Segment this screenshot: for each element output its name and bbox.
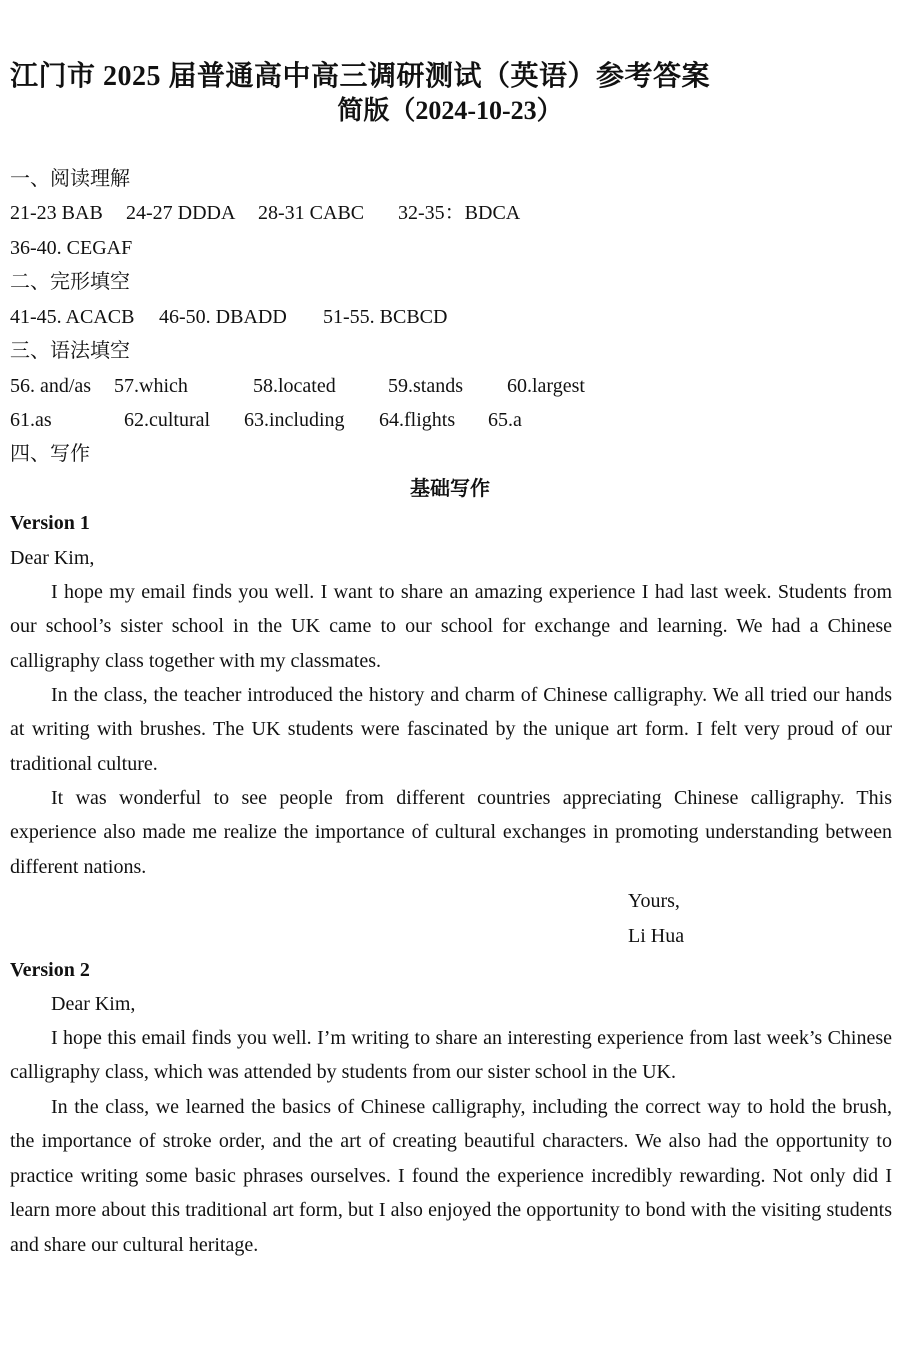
answer-group: 28-31 CABC [258, 202, 365, 224]
answer-group: 51-55. BCBCD [323, 306, 448, 328]
answer-item: 65.a [488, 409, 522, 431]
answer-item: 60.largest [507, 375, 585, 397]
version-1-label: Version 1 [10, 512, 90, 534]
answer-group: 41-45. ACACB [10, 306, 135, 328]
answer-item: 62.cultural [124, 409, 211, 431]
document-title: 江门市 2025 届普通高中高三调研测试（英语）参考答案 [10, 61, 711, 92]
version-1-signature: Li Hua [628, 925, 685, 947]
reading-answers-row-2: 36-40. CEGAF [10, 237, 133, 259]
answer-group: 32-35：BDCA [398, 202, 521, 224]
answer-group: 21-23 BAB [10, 202, 103, 224]
version-1-paragraph-3: It was wonderful to see people from different countries appreciating Chinese calligraphy. This experience also made me realize the importance of cultural exchanges in promoting understanding between different nations. [10, 787, 892, 878]
version-2-paragraph-1: I hope this email finds you well. I’m writing to share an interesting experience from last week’s Chinese calligraphy class, which was attended by students from our sister school in the UK. [10, 1027, 892, 1084]
answer-group: 46-50. DBADD [159, 306, 287, 328]
answer-item: 58.located [253, 375, 336, 397]
version-2-label: Version 2 [10, 959, 90, 981]
answer-item: 61.as [10, 409, 52, 431]
version-2-paragraph-2: In the class, we learned the basics of Chinese calligraphy, including the correct way to hold the brush, the importance of stroke order, and the art of creating beautiful characters. We also had the opportunity to practice writing some basic phrases ourselves. I found the experience incredibly rewarding. Not only did I learn more about this traditional art form, but I also enjoyed the opportunity to bond with the visiting students and share our cultural heritage. [10, 1096, 892, 1256]
reading-heading: 一、阅读理解 [10, 168, 130, 190]
answer-item: 63.including [244, 409, 345, 431]
grammar-heading: 三、语法填空 [10, 340, 130, 362]
document-subtitle: 简版（2024-10-23） [337, 96, 563, 125]
version-1-paragraph-2: In the class, the teacher introduced the history and charm of Chinese calligraphy. We all tried our hands at writing with brushes. The UK students were fascinated by the unique art form. I felt very proud of our traditional culture. [10, 684, 892, 775]
answer-item: 57.which [114, 375, 188, 397]
writing-heading: 四、写作 [10, 443, 90, 465]
version-1-paragraph-1: I hope my email finds you well. I want to share an amazing experience I had last week. Students from our school’s sister school in the UK came to our school for exchange and learning. We had a Chinese calligraphy class together with my classmates. [10, 581, 892, 672]
answer-group: 24-27 DDDA [126, 202, 236, 224]
answer-item: 64.flights [379, 409, 456, 431]
writing-section-title: 基础写作 [410, 478, 490, 500]
version-1-greeting: Dear Kim, [10, 547, 95, 569]
version-1-closing: Yours, [628, 890, 680, 912]
version-2-greeting: Dear Kim, [51, 993, 136, 1015]
cloze-heading: 二、完形填空 [10, 271, 130, 293]
answer-item: 59.stands [388, 375, 463, 397]
answer-item: 56. and/as [10, 375, 92, 397]
